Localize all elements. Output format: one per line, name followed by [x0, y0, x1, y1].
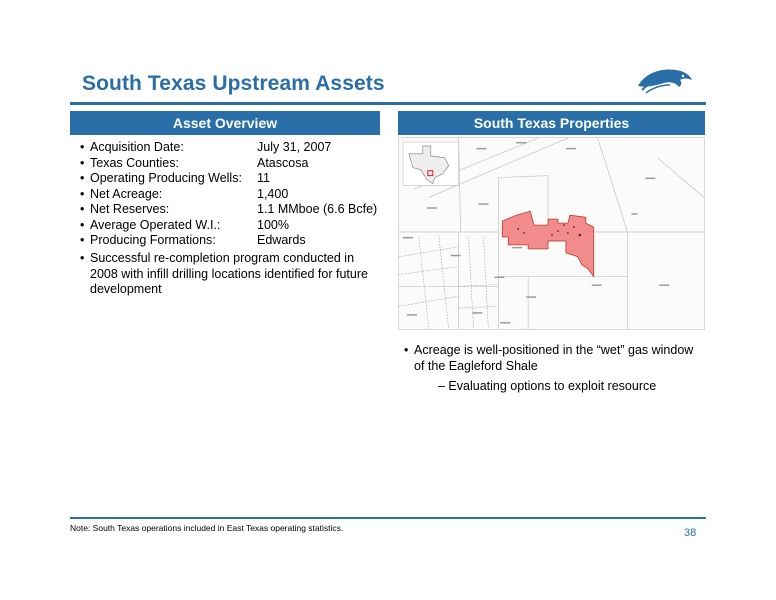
bullet-icon: •	[80, 217, 85, 232]
asset-overview-header: Asset Overview	[70, 111, 380, 135]
bullet-icon: •	[80, 171, 85, 185]
eagleford-bullet-text: Acreage is well-positioned in the “wet” gas window of the Eagleford Shale	[414, 343, 694, 373]
fact-value: 1.1 MMboe (6.6 Bcfe)	[257, 202, 378, 216]
map-graphic	[399, 138, 704, 329]
eagle-logo-icon	[636, 66, 694, 94]
evaluating-options-subbullet: – Evaluating options to exploit resource	[438, 379, 657, 393]
footnote: Note: South Texas operations included in East Texas operating statistics.	[70, 523, 344, 533]
fact-value: 100%	[257, 217, 289, 232]
fact-label: Net Reserves:	[90, 202, 170, 216]
fact-row-net-reserves	[80, 202, 380, 218]
fact-label: Average Operated W.I.:	[90, 217, 221, 232]
recompletion-note	[80, 251, 380, 298]
south-texas-properties-header: South Texas Properties	[398, 111, 705, 135]
fact-row-acquisition-date	[80, 140, 380, 156]
bullet-icon: •	[80, 233, 85, 247]
fact-label: Net Acreage:	[90, 186, 163, 201]
eagleford-bullet	[404, 342, 704, 374]
fact-row-texas-counties	[80, 156, 380, 172]
fact-row-average-wi	[80, 218, 380, 234]
fact-value: July 31, 2007	[257, 140, 332, 154]
fact-row-net-acreage	[80, 187, 380, 203]
bullet-icon: •	[80, 202, 85, 216]
south-texas-properties-map	[398, 137, 705, 330]
fact-label: Producing Formations:	[90, 233, 216, 247]
bullet-icon: •	[80, 251, 85, 265]
page-title: South Texas Upstream Assets	[82, 72, 385, 95]
fact-label: Texas Counties:	[90, 155, 179, 170]
properties-notes	[404, 342, 704, 394]
fact-value: 11	[257, 171, 270, 185]
asset-overview-list	[80, 140, 380, 249]
fact-label: Operating Producing Wells:	[90, 171, 242, 185]
recompletion-note-text: Successful re-completion program conducted in 2008 with infill drilling locations identified for future development	[90, 251, 368, 296]
fact-value: 1,400	[257, 186, 289, 201]
bullet-icon: •	[404, 343, 409, 357]
fact-value: Edwards	[257, 233, 306, 247]
bullet-icon: •	[80, 155, 85, 170]
bullet-icon: •	[80, 140, 85, 154]
bullet-icon: •	[80, 186, 85, 201]
texas-inset-map	[403, 142, 459, 186]
fact-row-producing-formations	[80, 233, 380, 249]
title-divider	[70, 102, 706, 105]
page-number: 38	[684, 527, 697, 539]
fact-value: Atascosa	[257, 155, 309, 170]
fact-row-operating-wells	[80, 171, 380, 187]
fact-label: Acquisition Date:	[90, 140, 184, 154]
footer-divider	[70, 517, 706, 519]
